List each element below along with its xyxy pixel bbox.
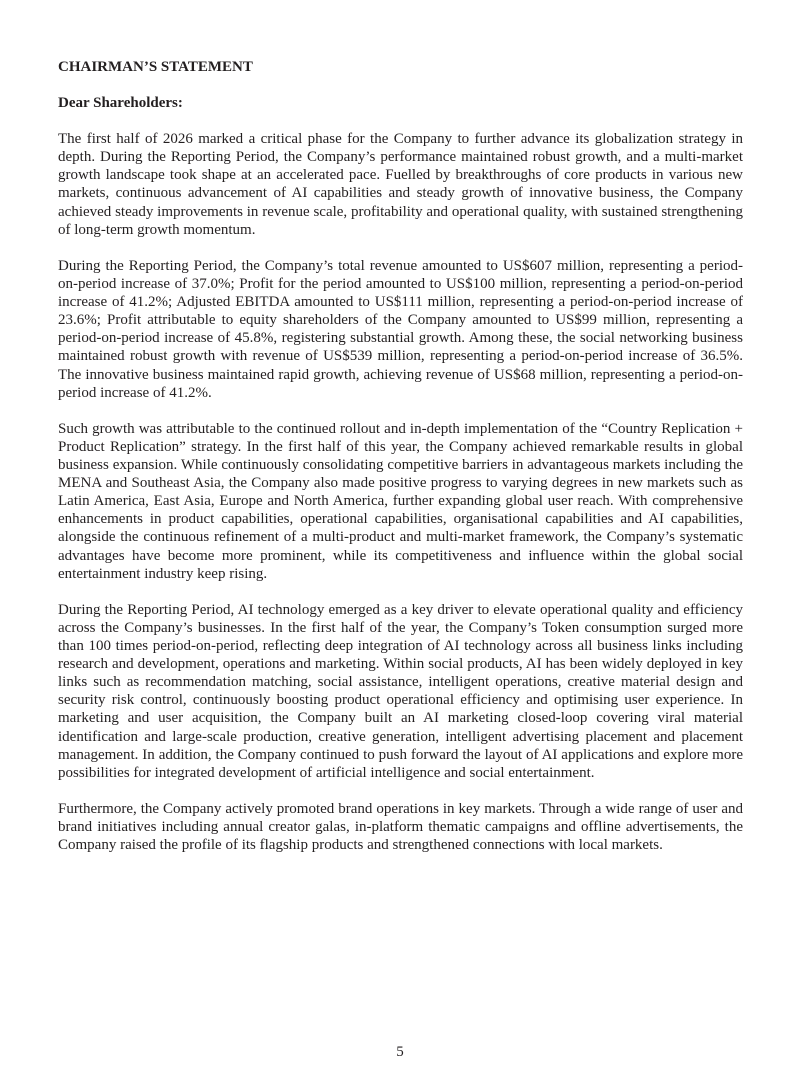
salutation: Dear Shareholders: [58,95,183,112]
paragraph-brand-operations: Furthermore, the Company actively promoted brand operations in key markets. Through a wide range of user and brand initiatives including annual creator galas, in-platform thematic campaigns and offline advertisements, the Company raised the profile of its flagship products and strengthened connections with local markets. [58,801,743,854]
page-number: 5 [396,1044,404,1060]
document-page [58,58,743,873]
paragraph-financial-results: During the Reporting Period, the Company’s total revenue amounted to US$607 million, representing a period-on-period increase of 37.0%; Profit for the period amounted to US$100 million, representing a period-on-period increase of 41.2%; Adjusted EBITDA amounted to US$111 million, representing a period-on-period increase of 23.6%; Profit attributable to equity shareholders of the Company amounted to US$99 million, representing a period-on-period increase of 45.8%, registering substantial growth. Among these, the social networking business maintained robust growth with revenue of US$539 million, representing a period-on-period increase of 36.5%. The innovative business maintained rapid growth, achieving revenue of US$68 million, representing a period-on-period increase of 41.2%. [58,257,743,401]
paragraph-ai-technology: During the Reporting Period, AI technology emerged as a key driver to elevate operational quality and efficiency across the Company’s businesses. In the first half of the year, the Company’s Token consumption surged more than 100 times period-on-period, reflecting deep integration of AI technology across all business links including research and development, operations and marketing. Within social products, AI has been widely deployed in key links such as recommendation matching, social assistance, intelligent operations, creative material design and security risk control, continuously boosting product operational efficiency and optimising user experience. In marketing and user acquisition, the Company built an AI marketing closed-loop covering viral material identification and large-scale production, creative generation, intelligent advertising placement and placement management. In addition, the Company continued to push forward the layout of AI applications and explore more possibilities for integrated development of artificial intelligence and social entertainment. [58,601,743,781]
section-heading: CHAIRMAN’S STATEMENT [58,59,253,75]
paragraph-growth-strategy: Such growth was attributable to the continued rollout and in-depth implementation of the “Country Replication + Product Replication” strategy. In the first half of this year, the Company achieved remarkable results in global business expansion. While continuously consolidating competitive barriers in advantageous markets including the MENA and Southeast Asia, the Company also made positive progress to varying degrees in new markets such as Latin America, East Asia, Europe and North America, further expanding global user reach. With comprehensive enhancements in product capabilities, operational capabilities, organisational capabilities and AI capabilities, alongside the continuous refinement of a multi-product and multi-market framework, the Company’s systematic advantages have become more prominent, while its competitiveness and influence within the global social entertainment industry keep rising. [58,420,743,582]
paragraph-intro: The first half of 2026 marked a critical phase for the Company to further advance its globalization strategy in depth. During the Reporting Period, the Company’s performance maintained robust growth, and a multi-market growth landscape took shape at an accelerated pace. Fuelled by breakthroughs of core products in various new markets, continuous advancement of AI capabilities and steady growth of innovative business, the Company achieved steady improvements in revenue scale, profitability and operational quality, with sustained strengthening of long-term growth momentum. [58,131,743,238]
